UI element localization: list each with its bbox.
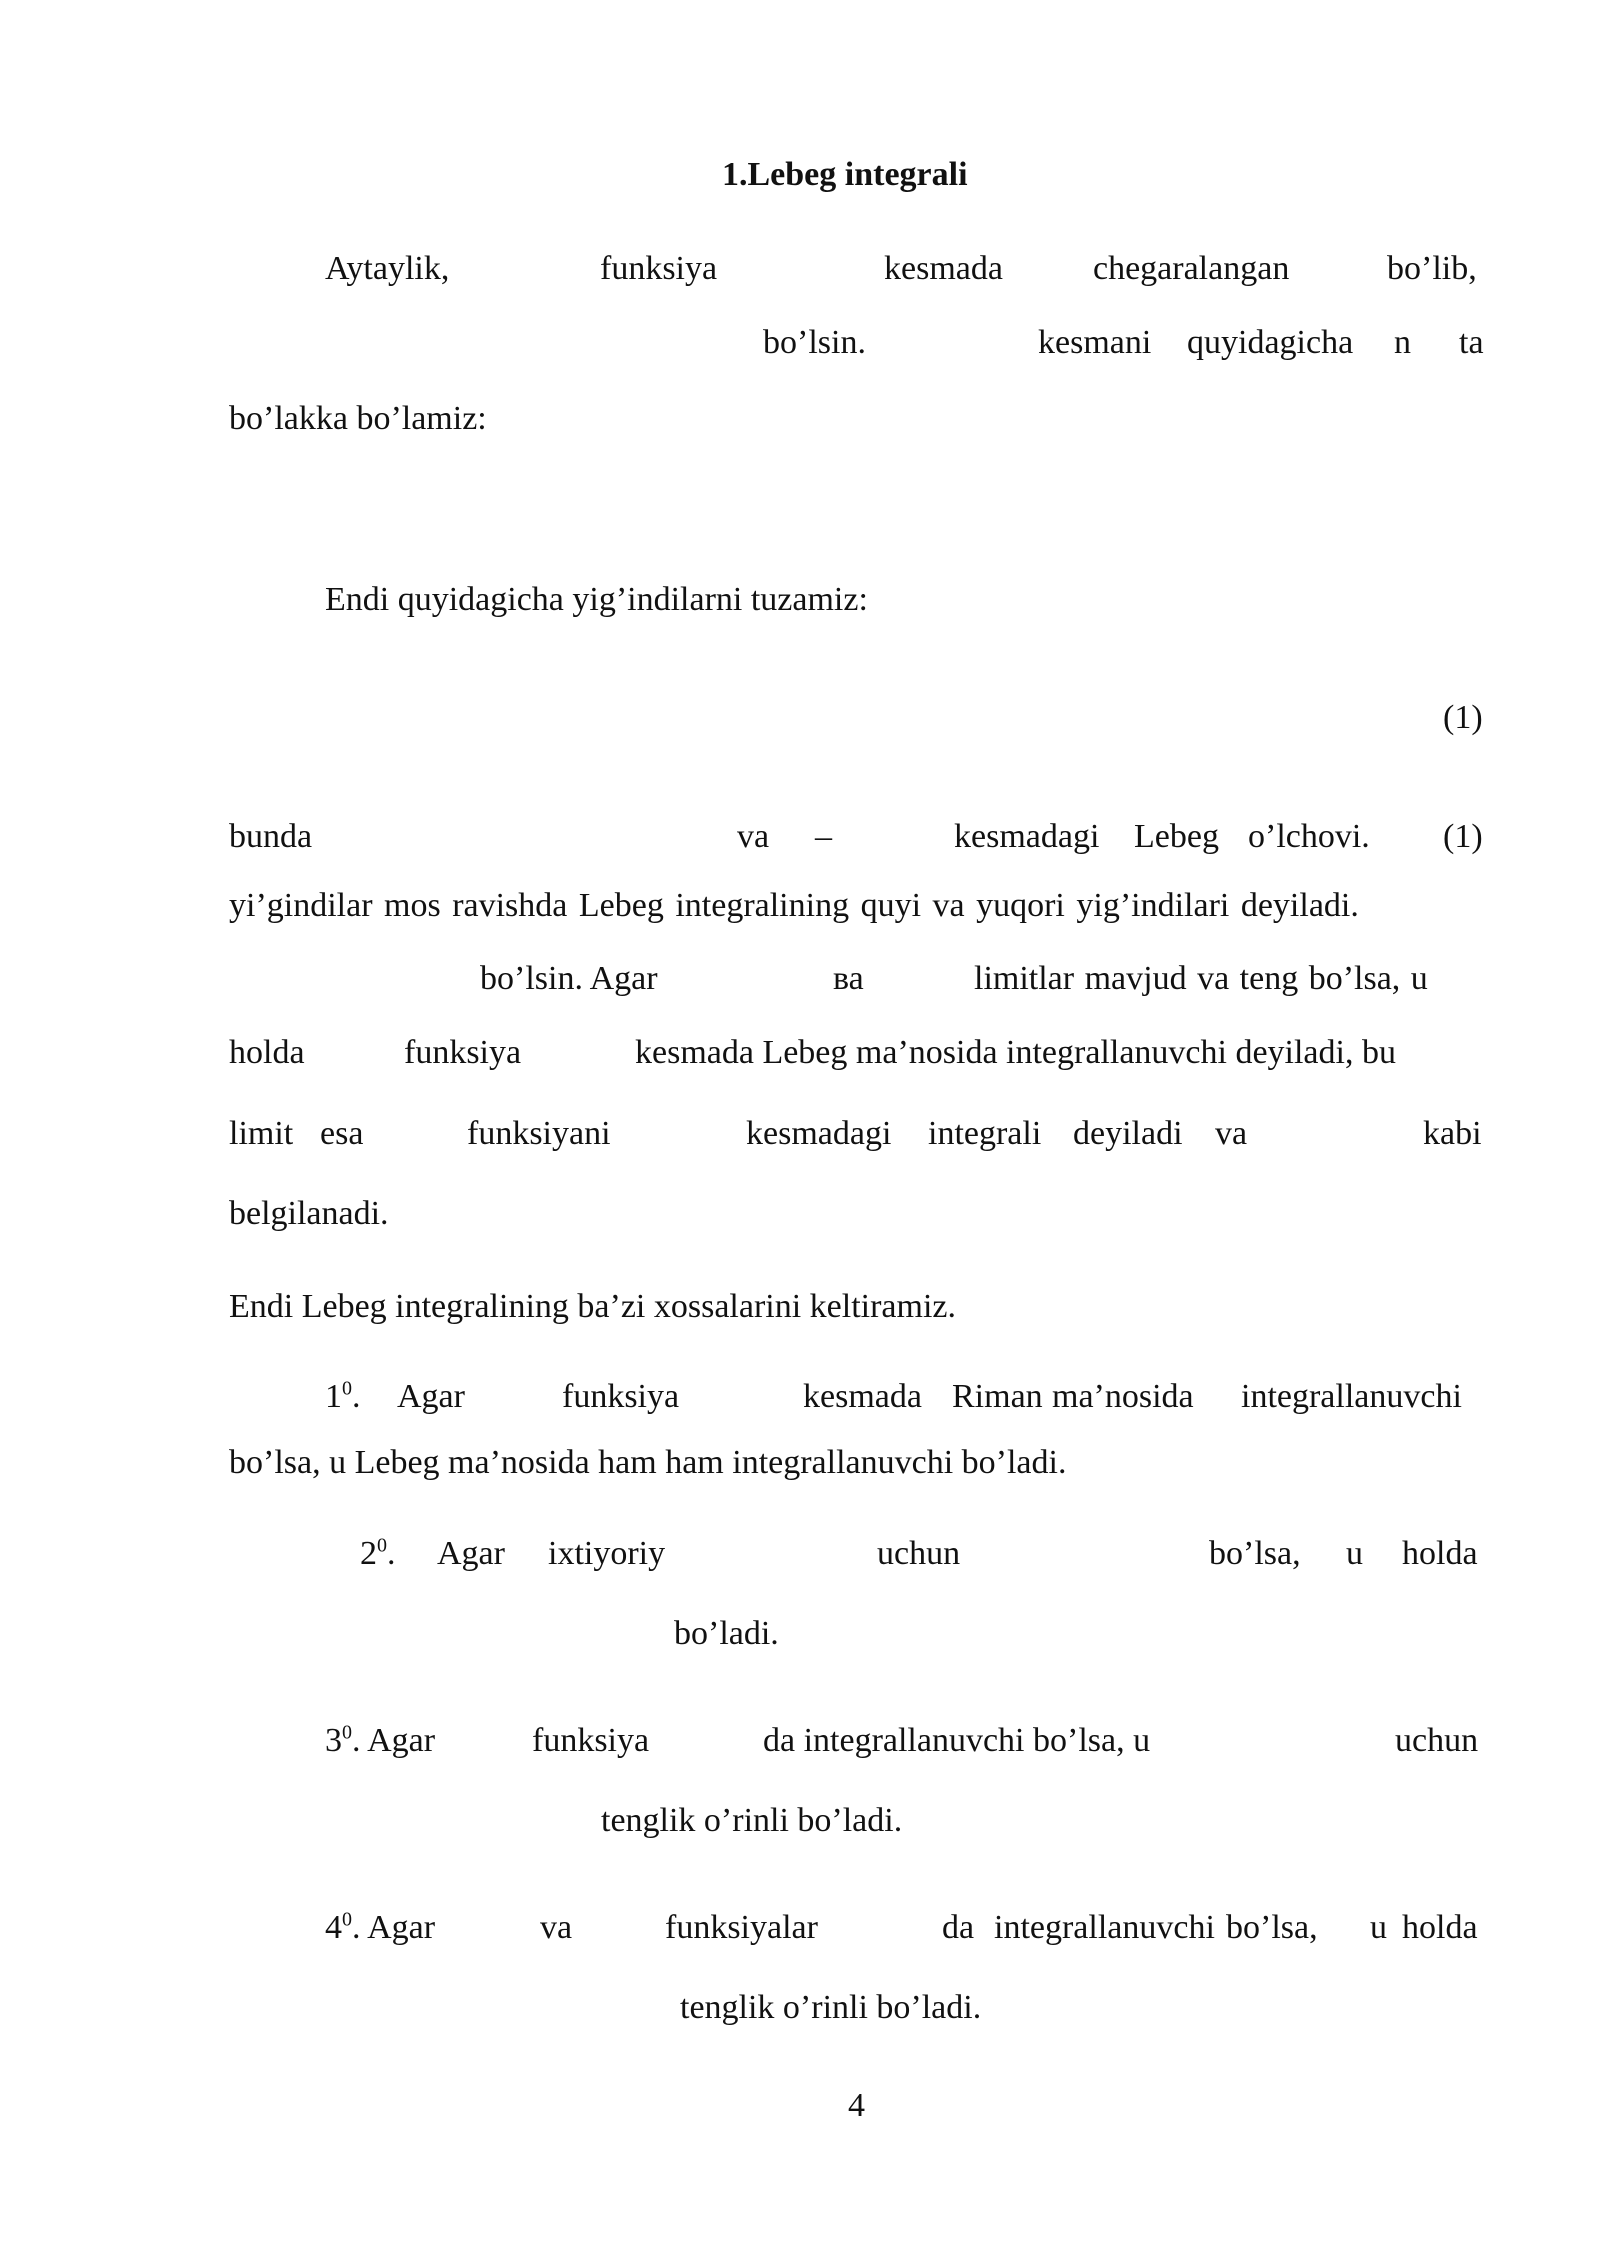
text-line: Endi Lebeg integralining ba’zi xossalarini keltiramiz. bbox=[229, 1288, 956, 1325]
text-fragment: (1) bbox=[1443, 818, 1483, 855]
text-fragment: funksiyani bbox=[467, 1115, 611, 1152]
text-fragment: Riman bbox=[952, 1378, 1043, 1415]
property-number: $2^0$. bbox=[360, 1534, 396, 1572]
equation-number: (1) bbox=[1443, 699, 1483, 736]
text-fragment: u bbox=[1370, 1909, 1387, 1946]
text-fragment: Agar bbox=[437, 1535, 505, 1572]
property-number: $3^0$. Agar bbox=[325, 1721, 436, 1759]
text-line: belgilanadi. bbox=[229, 1195, 389, 1232]
text-fragment: u bbox=[1346, 1535, 1363, 1572]
page-title: 1.Lebeg integrali bbox=[722, 156, 968, 193]
text-line: bo’ladi. bbox=[674, 1615, 779, 1652]
text-line: yi’gindilar mos ravishda Lebeg integralining quyi va yuqori yig’indilari deyiladi. bbox=[229, 887, 1359, 924]
page-number: 4 bbox=[848, 2087, 865, 2124]
text-fragment: va bbox=[1215, 1115, 1248, 1152]
text-fragment: ma’nosida bbox=[1052, 1378, 1194, 1415]
text-fragment: holda bbox=[1402, 1909, 1478, 1946]
text-fragment: va bbox=[540, 1909, 573, 1946]
text-fragment: bo’lsin. Agar bbox=[480, 960, 658, 997]
text-fragment: da bbox=[942, 1909, 975, 1946]
text-fragment: – bbox=[815, 818, 832, 855]
text-fragment: da integrallanuvchi bo’lsa, u bbox=[763, 1722, 1151, 1759]
text-fragment: funksiya bbox=[600, 250, 718, 287]
text-fragment: limit bbox=[229, 1115, 294, 1152]
text-fragment: kesmada Lebeg ma’nosida integrallanuvchi deyiladi, bu bbox=[635, 1034, 1396, 1071]
text-fragment: bunda bbox=[229, 818, 313, 855]
text-fragment: kesmada bbox=[803, 1378, 922, 1415]
text-fragment: Aytaylik, bbox=[325, 250, 450, 287]
text-fragment: funksiya bbox=[404, 1034, 522, 1071]
text-fragment: ixtiyoriy bbox=[548, 1535, 666, 1572]
text-fragment: funksiya bbox=[562, 1378, 680, 1415]
text-fragment: funksiyalar bbox=[665, 1909, 818, 1946]
text-fragment: kesmada bbox=[884, 250, 1003, 287]
text-fragment: deyiladi bbox=[1073, 1115, 1183, 1152]
text-line: tenglik o’rinli bo’ladi. bbox=[680, 1989, 982, 2026]
text-fragment: bo’lsa, bbox=[1226, 1909, 1318, 1946]
text-fragment: integrallanuvchi bbox=[1241, 1378, 1462, 1415]
text-fragment: integrallanuvchi bbox=[994, 1909, 1215, 1946]
text-fragment: n bbox=[1394, 324, 1411, 361]
text-fragment: bo’lib, bbox=[1387, 250, 1477, 287]
text-fragment: kesmadagi bbox=[954, 818, 1100, 855]
text-line: bo’lsa, u Lebeg ma’nosida ham ham integrallanuvchi bo’ladi. bbox=[229, 1444, 1067, 1481]
text-fragment: uchun bbox=[877, 1535, 961, 1572]
text-fragment: Lebeg bbox=[1134, 818, 1219, 855]
text-fragment: uchun bbox=[1395, 1722, 1479, 1759]
text-fragment: bo’lakka bo’lamiz: bbox=[229, 400, 487, 437]
text-fragment: funksiya bbox=[532, 1722, 650, 1759]
text-line: Endi quyidagicha yig’indilarni tuzamiz: bbox=[325, 581, 868, 618]
text-fragment: bo’lsin. bbox=[763, 324, 866, 361]
text-fragment: holda bbox=[229, 1034, 305, 1071]
property-number: $1^0$. bbox=[325, 1377, 361, 1415]
text-fragment: chegaralangan bbox=[1093, 250, 1290, 287]
text-fragment: integrali bbox=[928, 1115, 1042, 1152]
text-fragment: kesmadagi bbox=[746, 1115, 892, 1152]
text-fragment: ta bbox=[1459, 324, 1484, 361]
text-fragment: limitlar mavjud va teng bo’lsa, u bbox=[974, 960, 1428, 997]
text-fragment: ва bbox=[833, 960, 864, 997]
text-fragment: bo’lsa, bbox=[1209, 1535, 1301, 1572]
text-fragment: va bbox=[737, 818, 770, 855]
text-line: tenglik o’rinli bo’ladi. bbox=[601, 1802, 903, 1839]
text-fragment: esa bbox=[320, 1115, 364, 1152]
text-fragment: quyidagicha bbox=[1187, 324, 1354, 361]
text-fragment: kabi bbox=[1423, 1115, 1482, 1152]
property-number: $4^0$. Agar bbox=[325, 1908, 436, 1946]
text-fragment: holda bbox=[1402, 1535, 1478, 1572]
text-fragment: kesmani bbox=[1038, 324, 1152, 361]
text-fragment: Agar bbox=[397, 1378, 465, 1415]
text-fragment: o’lchovi. bbox=[1248, 818, 1370, 855]
